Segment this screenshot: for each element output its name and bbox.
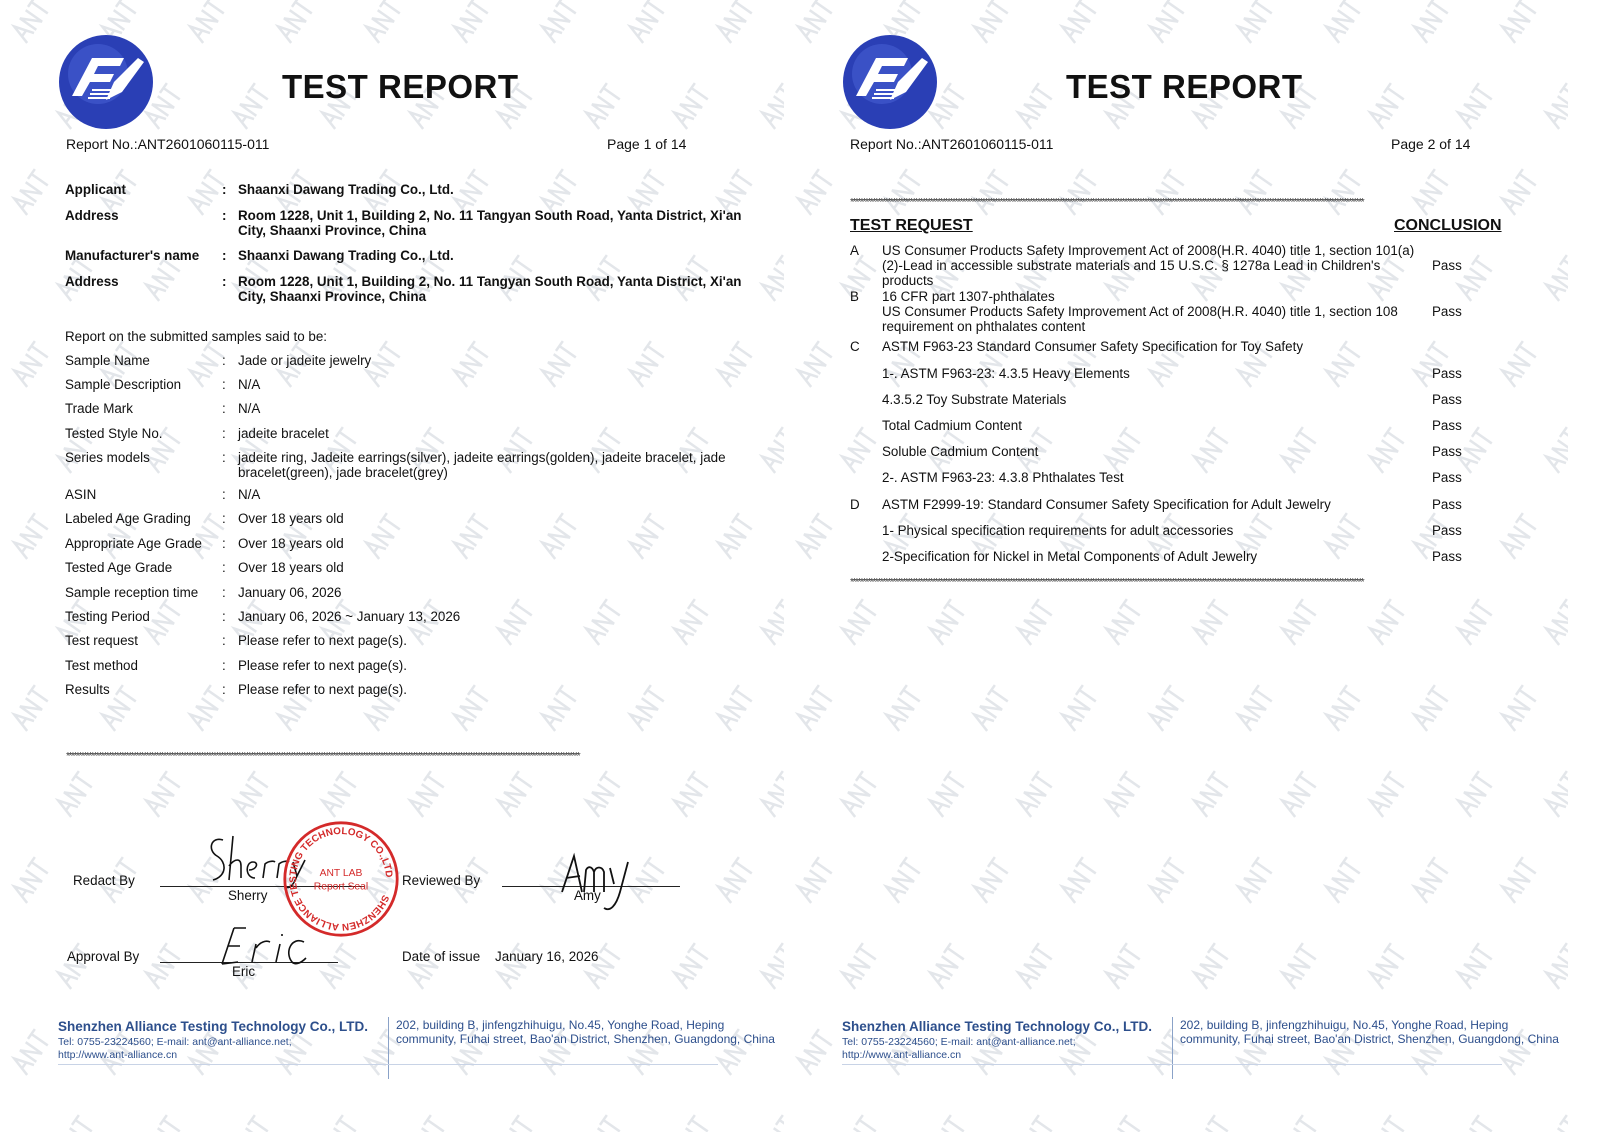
watermark-mark [1455, 771, 1495, 817]
test-item-text: US Consumer Products Safety Improvement Act of 2008(H.R. 4040) title 1, section 108 requirement on phthalates content [882, 304, 1398, 334]
test-item-text: Soluble Cadmium Content [882, 444, 1039, 459]
test-result: Pass [1432, 392, 1462, 407]
samples-intro: Report on the submitted samples said to be: [65, 329, 328, 344]
watermark-mark [795, 685, 835, 731]
report-seal-stamp [282, 820, 400, 938]
watermark-mark [971, 169, 1011, 215]
colon: : [222, 182, 227, 197]
field-label: Results [65, 682, 110, 697]
redact-name: Sherry [228, 888, 268, 903]
footer-website[interactable]: http://www.ant-alliance.cn [58, 1048, 178, 1061]
field-value: N/A [238, 487, 261, 502]
watermark-mark [759, 1115, 784, 1132]
watermark-mark [11, 341, 51, 387]
colon: : [222, 658, 226, 673]
watermark-mark [1235, 169, 1275, 215]
watermark-mark [839, 943, 879, 989]
item-letter: B [850, 289, 859, 304]
watermark-mark [1323, 169, 1363, 215]
field-value: Jade or jadeite jewelry [238, 353, 372, 368]
watermark-mark [1059, 685, 1099, 731]
colon: : [222, 426, 226, 441]
watermark-mark [795, 341, 835, 387]
watermark-mark [1279, 771, 1319, 817]
watermark-mark [1235, 685, 1275, 731]
test-item-text: 16 CFR part 1307-phthalates [882, 289, 1055, 304]
watermark-mark [1103, 771, 1143, 817]
watermark-mark [319, 771, 359, 817]
footer-rule [842, 1064, 1502, 1065]
field-label: Appropriate Age Grade [65, 536, 202, 551]
field-label: Sample reception time [65, 585, 199, 600]
colon: : [222, 401, 226, 416]
watermark-mark [1059, 0, 1099, 43]
watermark-mark [927, 599, 967, 645]
watermark-mark [1455, 1115, 1495, 1132]
watermark-mark [495, 771, 535, 817]
watermark-mark [1015, 83, 1055, 129]
watermark-mark [927, 1115, 967, 1132]
watermark-mark [1191, 771, 1231, 817]
watermark-mark [1015, 599, 1055, 645]
footer-website[interactable]: http://www.ant-alliance.cn [842, 1048, 962, 1061]
report-title: TEST REPORT [282, 68, 519, 105]
watermark-mark [1279, 943, 1319, 989]
watermark-mark [1147, 0, 1187, 43]
field-value: Shaanxi Dawang Trading Co., Ltd. [238, 248, 454, 263]
watermark-mark [1367, 943, 1407, 989]
test-result: Pass [1432, 549, 1462, 564]
watermark-mark [1015, 771, 1055, 817]
watermark-mark [1499, 857, 1539, 903]
watermark-mark [11, 0, 51, 43]
field-label: Sample Name [65, 353, 150, 368]
watermark-mark [795, 169, 835, 215]
watermark-mark [55, 771, 95, 817]
test-result: Pass [1432, 497, 1462, 512]
watermark-mark [11, 685, 51, 731]
watermark-mark [1543, 943, 1568, 989]
watermark-mark [319, 943, 359, 989]
watermark-layer [784, 0, 1568, 1132]
footer-address: 202, building B, jinfengzhihuigu, No.45, Yonghe Road, Heping community, Fuhai street, Bao'an District, Shenzhen, Guangdong, China [396, 1018, 775, 1046]
field-value: January 06, 2026 ~ January 13, 2026 [238, 609, 461, 624]
test-item-text: US Consumer Products Safety Improvement Act of 2008(H.R. 4040) title 1, section 101(a)(2)-Lead in accessible substrate materials and 15 U.S.C. § 1278a Lead in Children's products [882, 243, 1415, 288]
field-value: N/A [238, 377, 261, 392]
watermark-mark [1455, 943, 1495, 989]
seal-line-2: Report Seal [313, 881, 369, 893]
watermark-mark [1279, 599, 1319, 645]
field-value: Over 18 years old [238, 536, 344, 551]
watermark-mark [1323, 685, 1363, 731]
date-of-issue-label: Date of issue [402, 949, 481, 964]
reviewed-name: Amy [574, 888, 601, 903]
watermark-mark [1279, 1115, 1319, 1132]
redact-by-label: Redact By [73, 873, 135, 888]
watermark-mark [1411, 685, 1451, 731]
approval-name: Eric [232, 964, 256, 979]
field-label: Testing Period [65, 609, 150, 624]
item-letter: A [850, 243, 859, 258]
separator-line: ************************************************************************************************************************************************************************************************************** [66, 752, 580, 762]
test-result: Pass [1432, 366, 1462, 381]
colon: : [222, 609, 226, 624]
reviewed-signature [558, 852, 638, 914]
separator-line: ************************************************************************************************************************************************************************************************************** [850, 578, 1364, 588]
colon: : [222, 487, 226, 502]
watermark-mark [143, 1115, 183, 1132]
footer-divider [1172, 1017, 1173, 1079]
watermark-mark [1103, 1115, 1143, 1132]
watermark-mark [883, 685, 923, 731]
watermark-mark [1235, 0, 1275, 43]
watermark-mark [1367, 771, 1407, 817]
watermark-mark [1367, 83, 1407, 129]
watermark-mark [11, 857, 51, 903]
watermark-mark [671, 1115, 711, 1132]
watermark-mark [839, 599, 879, 645]
colon: : [222, 248, 227, 263]
field-value: Please refer to next page(s). [238, 633, 407, 648]
watermark-mark [1059, 169, 1099, 215]
colon: : [222, 274, 227, 289]
watermark-mark [1323, 0, 1363, 43]
test-result: Pass [1432, 304, 1462, 319]
field-label: Test request [65, 633, 138, 648]
watermark-mark [1411, 169, 1451, 215]
page-number: Page 1 of 14 [607, 136, 687, 152]
colon: : [222, 450, 226, 465]
company-logo-icon [58, 34, 154, 130]
footer-tel: Tel: 0755-23224560; E-mail: ant@ant-alliance.net; [58, 1036, 292, 1048]
watermark-mark [839, 1115, 879, 1132]
watermark-mark [883, 857, 923, 903]
field-label: Address [65, 208, 119, 223]
watermark-mark [971, 685, 1011, 731]
watermark-mark [451, 0, 491, 43]
watermark-mark [795, 0, 835, 43]
watermark-mark [1499, 685, 1539, 731]
field-label: Applicant [65, 182, 127, 197]
report-title: TEST REPORT [1066, 68, 1303, 105]
colon: : [222, 208, 227, 223]
approval-by-label: Approval By [67, 949, 140, 964]
watermark-mark [319, 1115, 359, 1132]
watermark-mark [231, 83, 271, 129]
seal-line-1: ANT LAB [319, 868, 363, 880]
watermark-mark [839, 771, 879, 817]
field-value: Over 18 years old [238, 511, 344, 526]
report-number: Report No.:ANT2601060115-011 [66, 136, 270, 152]
test-result: Pass [1432, 523, 1462, 538]
test-item-text: 4.3.5.2 Toy Substrate Materials [882, 392, 1067, 407]
watermark-mark [143, 771, 183, 817]
field-label: Tested Age Grade [65, 560, 173, 575]
watermark-mark [11, 169, 51, 215]
watermark-mark [1499, 341, 1539, 387]
report-number: Report No.:ANT2601060115-011 [850, 136, 1054, 152]
watermark-mark [1499, 0, 1539, 43]
separator-line: ************************************************************************************************************************************************************************************************************** [850, 198, 1364, 208]
footer-company: Shenzhen Alliance Testing Technology Co., LTD. [58, 1019, 369, 1034]
watermark-mark [1499, 513, 1539, 559]
watermark-mark [759, 943, 784, 989]
watermark-mark [1499, 169, 1539, 215]
colon: : [222, 536, 226, 551]
field-value: Room 1228, Unit 1, Building 2, No. 11 Tangyan South Road, Yanta District, Xi'an City, Shaanxi Province, China [238, 208, 742, 238]
field-label: Sample Description [65, 377, 182, 392]
watermark-mark [839, 427, 879, 473]
test-result: Pass [1432, 418, 1462, 433]
test-item-text: ASTM F2999-19: Standard Consumer Safety Specification for Adult Jewelry [882, 497, 1331, 512]
footer-contact [58, 1036, 292, 1061]
field-value: Please refer to next page(s). [238, 658, 407, 673]
reviewed-by-label: Reviewed By [402, 873, 481, 888]
watermark-mark [1103, 943, 1143, 989]
watermark-mark [1323, 857, 1363, 903]
watermark-mark [231, 1115, 271, 1132]
footer-tel: Tel: 0755-23224560; E-mail: ant@ant-alliance.net; [842, 1036, 1076, 1048]
colon: : [222, 353, 226, 368]
test-item-text: 2-Specification for Nickel in Metal Components of Adult Jewelry [882, 549, 1258, 564]
company-logo-icon [842, 34, 938, 130]
watermark-mark [1147, 685, 1187, 731]
item-letter: D [850, 497, 860, 512]
watermark-mark [1367, 599, 1407, 645]
item-letter: C [850, 339, 860, 354]
field-label: Address [65, 274, 119, 289]
watermark-mark [1367, 1115, 1407, 1132]
footer-contact [842, 1036, 1076, 1061]
watermark-mark [627, 0, 667, 43]
field-value: Shaanxi Dawang Trading Co., Ltd. [238, 182, 454, 197]
colon: : [222, 585, 226, 600]
watermark-mark [187, 0, 227, 43]
watermark-mark [839, 255, 879, 301]
watermark-mark [971, 0, 1011, 43]
watermark-mark [715, 857, 755, 903]
watermark-mark [1191, 943, 1231, 989]
watermark-mark [1543, 1115, 1568, 1132]
field-label: Labeled Age Grading [65, 511, 191, 526]
watermark-mark [1235, 857, 1275, 903]
conclusion-heading: CONCLUSION [1394, 217, 1502, 234]
watermark-mark [1543, 771, 1568, 817]
footer-rule [58, 1064, 718, 1065]
watermark-mark [883, 169, 923, 215]
watermark-mark [1543, 83, 1568, 129]
watermark-mark [1543, 255, 1568, 301]
colon: : [222, 560, 226, 575]
watermark-mark [275, 0, 315, 43]
colon: : [222, 682, 226, 697]
watermark-mark [11, 1029, 51, 1075]
field-label: ASIN [65, 487, 97, 502]
watermark-mark [927, 943, 967, 989]
test-item-text: 1- Physical specification requirements for adult accessories [882, 523, 1234, 538]
test-result: Pass [1432, 444, 1462, 459]
field-value: jadeite bracelet [238, 426, 329, 441]
field-label: Tested Style No. [65, 426, 163, 441]
watermark-mark [495, 1115, 535, 1132]
test-item-text: 2-. ASTM F963-23: 4.3.8 Phthalates Test [882, 470, 1124, 485]
field-value: Room 1228, Unit 1, Building 2, No. 11 Tangyan South Road, Yanta District, Xi'an City, Shaanxi Province, China [238, 274, 742, 304]
test-result: Pass [1432, 258, 1462, 273]
test-item-text: 1-. ASTM F963-23: 4.3.5 Heavy Elements [882, 366, 1130, 381]
watermark-mark [143, 943, 183, 989]
watermark-mark [671, 83, 711, 129]
watermark-mark [1059, 857, 1099, 903]
watermark-mark [539, 0, 579, 43]
watermark-mark [927, 771, 967, 817]
colon: : [222, 377, 226, 392]
watermark-mark [1147, 169, 1187, 215]
watermark-mark [1015, 1115, 1055, 1132]
watermark-mark [1543, 427, 1568, 473]
colon: : [222, 633, 226, 648]
watermark-mark [1543, 599, 1568, 645]
watermark-mark [1103, 599, 1143, 645]
footer-address: 202, building B, jinfengzhihuigu, No.45, Yonghe Road, Heping community, Fuhai street, Bao'an District, Shenzhen, Guangdong, China [1180, 1018, 1559, 1046]
watermark-mark [759, 771, 784, 817]
watermark-mark [795, 513, 835, 559]
field-value: Please refer to next page(s). [238, 682, 407, 697]
watermark-mark [671, 943, 711, 989]
test-result: Pass [1432, 470, 1462, 485]
watermark-mark [1147, 857, 1187, 903]
footer-company: Shenzhen Alliance Testing Technology Co., LTD. [842, 1019, 1153, 1034]
field-value: January 06, 2026 [238, 585, 342, 600]
report-page-1 [0, 0, 784, 1132]
watermark-mark [759, 83, 784, 129]
watermark-mark [1455, 599, 1495, 645]
seal-ring-text: SHENZHEN ALLIANCE TESTING TECHNOLOGY CO.,LTD [288, 825, 395, 933]
watermark-mark [1191, 599, 1231, 645]
watermark-mark [583, 83, 623, 129]
watermark-mark [231, 771, 271, 817]
watermark-mark [1015, 943, 1055, 989]
watermark-mark [1411, 857, 1451, 903]
report-page-2 [784, 0, 1568, 1132]
watermark-mark [671, 771, 711, 817]
field-value: Over 18 years old [238, 560, 344, 575]
watermark-mark [795, 1029, 835, 1075]
field-label: Series models [65, 450, 150, 465]
watermark-mark [407, 771, 447, 817]
watermark-mark [715, 0, 755, 43]
watermark-mark [1455, 83, 1495, 129]
watermark-mark [11, 513, 51, 559]
date-of-issue-value: January 16, 2026 [495, 949, 599, 964]
field-label: Trade Mark [65, 401, 133, 416]
watermark-mark [583, 771, 623, 817]
watermark-mark [55, 1115, 95, 1132]
watermark-mark [1191, 1115, 1231, 1132]
watermark-mark [795, 857, 835, 903]
test-item-text: Total Cadmium Content [882, 418, 1022, 433]
watermark-mark [363, 0, 403, 43]
test-item-text: ASTM F963-23 Standard Consumer Safety Specification for Toy Safety [882, 339, 1304, 354]
field-value: N/A [238, 401, 261, 416]
watermark-mark [971, 857, 1011, 903]
watermark-mark [583, 1115, 623, 1132]
watermark-mark [1411, 0, 1451, 43]
footer-divider [388, 1017, 389, 1079]
colon: : [222, 511, 226, 526]
field-label: Manufacturer's name [65, 248, 200, 263]
watermark-mark [407, 1115, 447, 1132]
field-label: Test method [65, 658, 138, 673]
field-value: jadeite ring, Jadeite earrings(silver), jadeite earrings(golden), jadeite bracelet, jade bracelet(green), jade bracelet(grey) [238, 450, 726, 480]
test-request-heading: TEST REQUEST [850, 217, 973, 234]
page-number: Page 2 of 14 [1391, 136, 1471, 152]
